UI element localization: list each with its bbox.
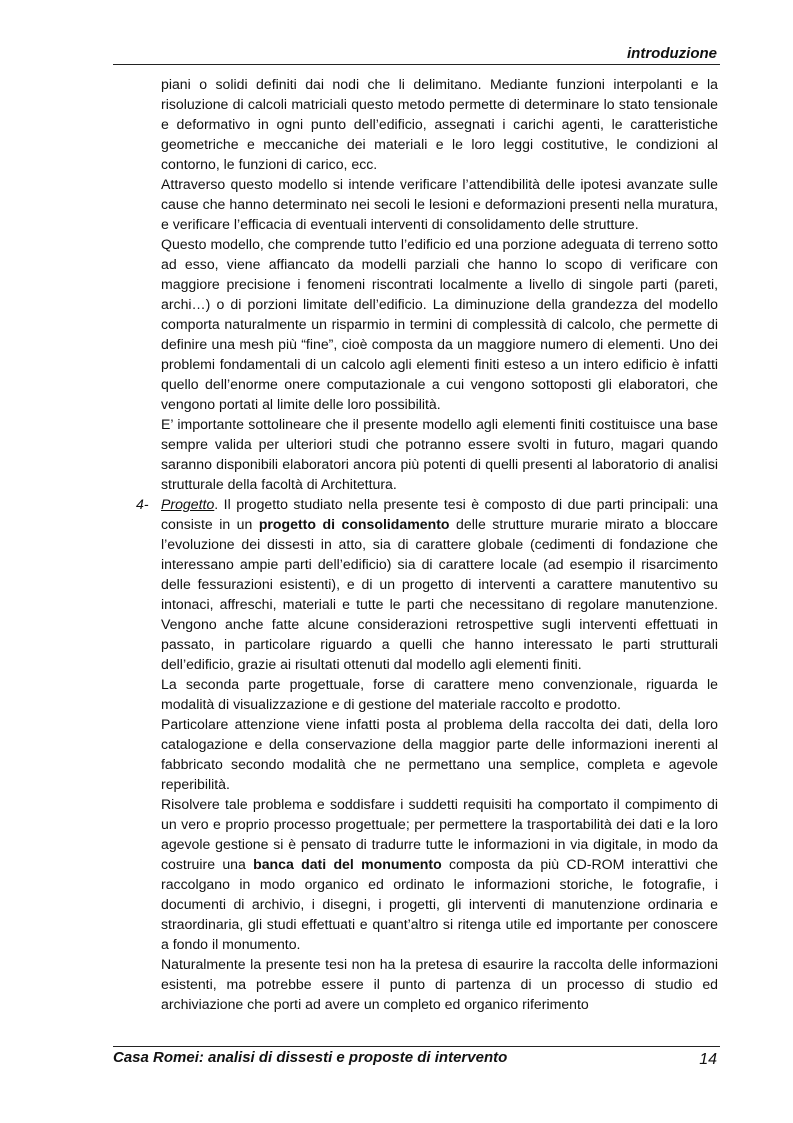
bold-consolidation-project: progetto di consolidamento	[258, 516, 450, 532]
header-rule	[113, 64, 720, 65]
list-item-text-a: . Il progetto studiato nella presente tesi è composto di due parti principali: una consiste in un	[161, 496, 718, 532]
paragraph-data-collection: Particolare attenzione viene infatti posta al problema della raccolta dei dati, della loro catalogazione e della conservazione della maggior parte delle informazioni inerenti al fabbricato secondo modalità che ne permettano una semplice, completa e agevole reperibilità.	[161, 716, 718, 792]
running-header-title: introduzione	[627, 45, 717, 62]
list-item-text-b: delle strutture murarie mirato a bloccare l’evoluzione dei dissesti in atto, sia di carattere globale (cedimenti di fondazione che interessano ampie parti dell’edificio) sia di carattere locale (ad esempio il risarcimento delle fessurazioni esistenti), e di un progetto di interventi a carattere manutentivo su intonaci, affreschi, materiali e tutte le parti che necessitano di regolare manutenzione. Vengono anche fatte alcune considerazioni retrospettive sugli interventi effettuati in passato, in particolare riguardo a quelli che hanno interessato le parti strutturali dell’edificio, grazie ai risultati ottenuti dal modello agli elementi finiti.	[161, 516, 718, 672]
body-text	[136, 74, 718, 1014]
list-item-title: Progetto	[161, 496, 215, 512]
page-number: 14	[699, 1051, 717, 1068]
running-footer-title: Casa Romei: analisi di dissesti e proposte di intervento	[113, 1049, 508, 1066]
paragraph-second-part: La seconda parte progettuale, forse di carattere meno convenzionale, riguarda le modalità di visualizzazione e di gestione del materiale raccolto e prodotto.	[161, 676, 718, 712]
paragraph-conclusion: Naturalmente la presente tesi non ha la pretesa di esaurire la raccolta delle informazioni esistenti, ma potrebbe essere il punto di partenza di un processo di studio ed archiviazione che porti ad avere un completo ed organico riferimento	[161, 956, 718, 1012]
footer-rule	[113, 1046, 720, 1047]
bold-monument-database: banca dati del monumento	[253, 856, 442, 872]
list-item-number: 4-	[136, 496, 149, 512]
paragraph-partial-models: Questo modello, che comprende tutto l’edificio ed una porzione adeguata di terreno sotto ad esso, viene affiancato da modelli parziali che hanno lo scopo di verificare con maggiore precisione i fenomeni riscontrati localmente a livello di singole parti (pareti, archi…) o di porzioni limitate dell’edificio. La diminuzione della grandezza del modello comporta naturalmente un risparmio in termini di complessità di calcolo, che permette di definire una mesh più “fine”, cioè composta da un maggiore numero di elementi. Uno dei problemi fondamentali di un calcolo agli elementi finiti esteso a un intero edificio è infatti quello dell’enorme onere computazionale a cui vengono sottoposti gli elaboratori, che vengono portati al limite delle loro possibilità.	[161, 236, 718, 412]
paragraph-model-importance: E’ importante sottolineare che il presente modello agli elementi finiti costituisce una base sempre valida per ulteriori studi che potranno essere svolti in futuro, magari quando saranno disponibili elaboratori ancora più potenti di quelli presenti al laboratorio di analisi strutturale della facoltà di Architettura.	[161, 416, 718, 492]
paragraph-database	[161, 794, 718, 954]
database-text-b: composta da più CD-ROM interattivi che raccolgano in modo organico ed ordinato le informazioni storiche, le fotografie, i documenti di archivio, i disegni, i progetti, gli interventi di manutenzione ordinaria e straordinaria, gli studi effettuati e quant’altro si ritenga utile ed importante per conoscere a fondo il monumento.	[161, 856, 718, 952]
database-text-a: Risolvere tale problema e soddisfare i suddetti requisiti ha comportato il compimento di un vero e proprio processo progettuale; per permettere la trasportabilità dei dati e la loro agevole gestione si è pensato di tradurre tutte le informazioni in via digitale, in modo da costruire una	[161, 796, 718, 872]
paragraph-model-purpose: Attraverso questo modello si intende verificare l’attendibilità delle ipotesi avanzate sulle cause che hanno determinato nei secoli le lesioni e deformazioni presenti nella muratura, e verificare l’efficacia di eventuali interventi di consolidamento delle strutture.	[161, 176, 718, 232]
list-item-progetto	[136, 494, 718, 674]
paragraph-fem-method: piani o solidi definiti dai nodi che li delimitano. Mediante funzioni interpolanti e la risoluzione di calcoli matriciali questo metodo permette di determinare lo stato tensionale e deformativo in ogni punto dell’edificio, assegnati i carichi agenti, le caratteristiche geometriche e meccaniche dei materiali e le loro leggi costitutive, le condizioni al contorno, le funzioni di carico, ecc.	[161, 76, 718, 172]
